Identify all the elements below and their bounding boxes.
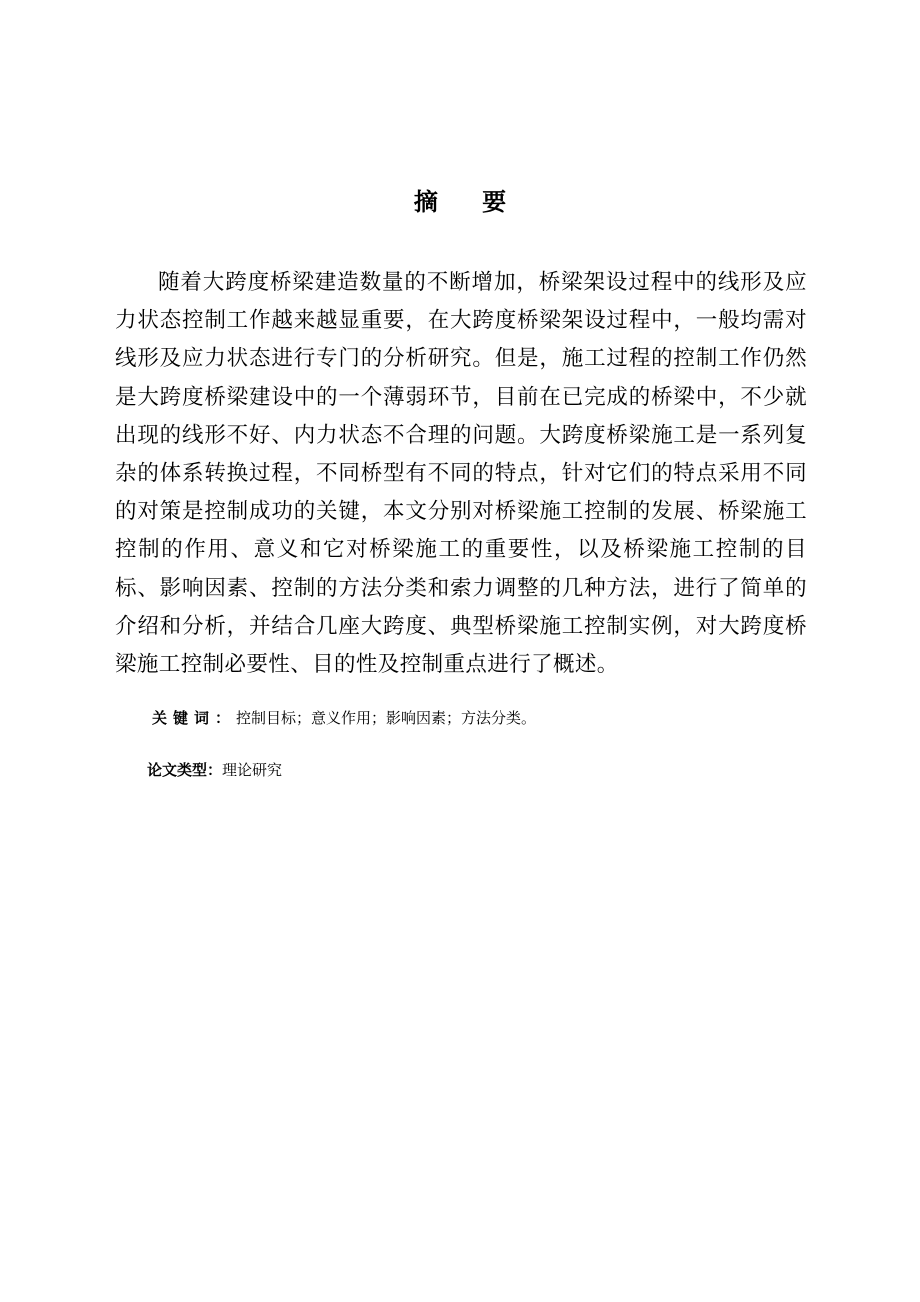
paper-type-line <box>147 758 282 782</box>
abstract-title: 摘 要 <box>413 188 525 216</box>
keywords-value: 控制目标；意义作用；影响因素；方法分类。 <box>236 709 537 727</box>
keywords-label: 关键词： <box>152 709 237 727</box>
abstract-body: 随着大跨度桥梁建造数量的不断增加，桥梁架设过程中的线形及应力状态控制工作越来越显重要，在大跨度桥梁架设过程中，一般均需对线形及应力状态进行专门的分析研究。但是，施工过程的控制工作仍然是大跨度桥梁建设中的一个薄弱环节，目前在已完成的桥梁中，不少就出现的线形不好、内力状态不合理的问题。大跨度桥梁施工是一系列复杂的体系转换过程，不同桥型有不同的特点，针对它们的特点采用不同的对策是控制成功的关键，本文分别对桥梁施工控制的发展、桥梁施工控制的作用、意义和它对桥梁施工的重要性，以及桥梁施工控制的目标、影响因素、控制的方法分类和索力调整的几种方法，进行了简单的介绍和分析，并结合几座大跨度、典型桥梁施工控制实例，对大跨度桥梁施工控制必要性、目的性及控制重点进行了概述。 <box>115 270 807 678</box>
keywords-line <box>152 706 536 730</box>
paper-type-value: 理论研究 <box>222 761 283 779</box>
paper-type-label: 论文类型： <box>147 761 223 779</box>
